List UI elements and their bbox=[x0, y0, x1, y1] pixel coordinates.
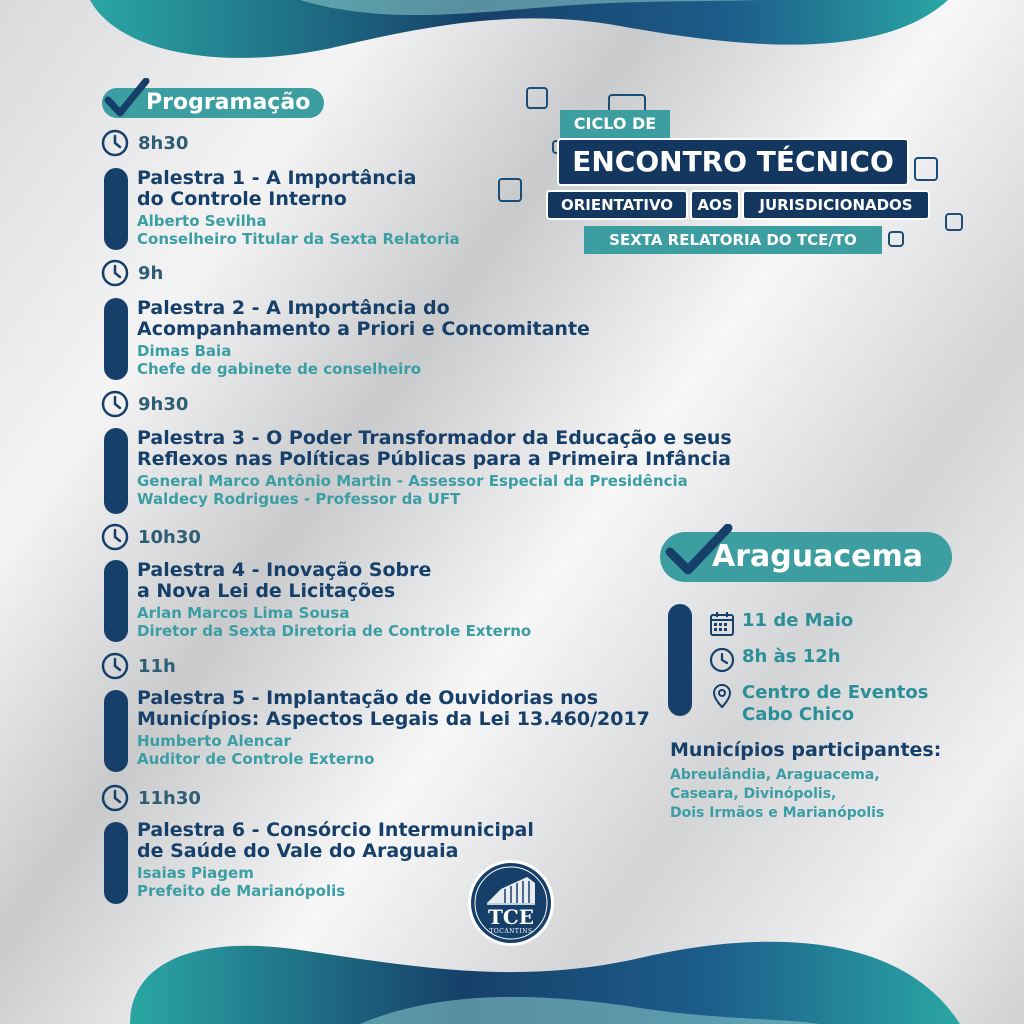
time-label: 10h30 bbox=[138, 526, 201, 548]
talk-title: Palestra 4 - Inovação Sobre a Nova Lei de Licitações bbox=[137, 559, 432, 602]
talk-title: Palestra 3 - O Poder Transformador da Educação e seus Reflexos nas Políticas Públicas para a Primeira Infância bbox=[137, 427, 732, 470]
time-slot-5 bbox=[100, 650, 176, 682]
info-date bbox=[708, 610, 853, 638]
talk-title: Palestra 2 - A Importância do Acompanhamento a Priori e Concomitante bbox=[137, 297, 590, 340]
time-label: 9h bbox=[138, 262, 164, 284]
clock-icon bbox=[100, 389, 130, 419]
clock-icon bbox=[100, 522, 130, 552]
decor-square bbox=[945, 213, 963, 231]
talk-title: Palestra 6 - Consórcio Intermunicipal de Saúde do Vale do Araguaia bbox=[137, 819, 534, 862]
clock-icon bbox=[100, 783, 130, 813]
decor-square bbox=[526, 87, 548, 109]
talk-speaker: Arlan Marcos Lima Sousa Diretor da Sexta Diretoria de Controle Externo bbox=[137, 604, 532, 640]
clock-icon bbox=[100, 128, 130, 158]
title-sexta-relatoria: SEXTA RELATORIA DO TCE/TO bbox=[584, 226, 882, 254]
calendar-icon bbox=[708, 610, 736, 638]
talk-bar bbox=[104, 168, 128, 250]
talk-bar bbox=[104, 822, 128, 904]
time-slot-3 bbox=[100, 388, 188, 420]
talk-bar bbox=[104, 298, 128, 380]
talk-bar bbox=[104, 560, 128, 642]
city-name: Araguacema bbox=[712, 539, 923, 574]
event-hours: 8h às 12h bbox=[742, 646, 841, 667]
talk-item-3 bbox=[137, 428, 732, 508]
title-ciclo-de: CICLO DE bbox=[560, 110, 670, 138]
municipalities-title: Municípios participantes: bbox=[670, 739, 942, 761]
talk-speaker: General Marco Antônio Martin - Assessor Especial da Presidência Waldecy Rodrigues - Professor da UFT bbox=[137, 472, 688, 508]
talk-title: Palestra 1 - A Importância do Controle Interno bbox=[137, 167, 417, 210]
municipality-line: Abreulândia, Araguacema, bbox=[670, 767, 880, 783]
municipality-line: Caseara, Divinópolis, bbox=[670, 786, 837, 802]
time-slot-6 bbox=[100, 782, 201, 814]
time-label: 8h30 bbox=[138, 132, 189, 154]
clock-icon bbox=[100, 651, 130, 681]
decor-square bbox=[914, 157, 938, 181]
event-date: 11 de Maio bbox=[742, 610, 854, 631]
clock-icon bbox=[100, 258, 130, 288]
event-venue: Centro de Eventos Cabo Chico bbox=[742, 682, 929, 725]
check-icon bbox=[664, 524, 734, 576]
time-label: 9h30 bbox=[138, 393, 189, 415]
check-icon bbox=[104, 78, 150, 118]
talk-speaker: Humberto Alencar Auditor de Controle Externo bbox=[137, 732, 375, 768]
title-orientativo: ORIENTATIVO bbox=[546, 190, 688, 220]
talk-bar bbox=[104, 690, 128, 772]
title-aos: AOS bbox=[690, 190, 740, 220]
talk-item-4 bbox=[137, 560, 531, 640]
talk-item-2 bbox=[137, 298, 590, 378]
info-venue bbox=[708, 682, 928, 726]
logo-main-text: TCE bbox=[487, 905, 535, 929]
title-jurisdicionados: JURISDICIONADOS bbox=[742, 190, 930, 220]
tce-logo bbox=[467, 859, 555, 947]
municipalities-list bbox=[670, 766, 884, 823]
info-bar bbox=[668, 604, 692, 716]
talk-speaker: Isaias Piagem Prefeito de Marianópolis bbox=[137, 864, 346, 900]
talk-title: Palestra 5 - Implantação de Ouvidorias nos Municípios: Aspectos Legais da Lei 13.460/2017 bbox=[137, 687, 650, 730]
talk-item-5 bbox=[137, 688, 650, 768]
time-slot-1 bbox=[100, 127, 188, 159]
municipality-line: Dois Irmãos e Marianópolis bbox=[670, 805, 885, 821]
decor-square bbox=[498, 178, 522, 202]
talk-speaker: Alberto Sevilha Conselheiro Titular da Sexta Relatoria bbox=[137, 212, 460, 248]
time-label: 11h30 bbox=[138, 787, 201, 809]
time-label: 11h bbox=[138, 655, 176, 677]
info-hours bbox=[708, 646, 841, 674]
talk-item-1 bbox=[137, 168, 460, 248]
time-slot-2 bbox=[100, 257, 163, 289]
talk-bar bbox=[104, 428, 128, 514]
decor-square bbox=[888, 231, 904, 247]
title-encontro-tecnico: ENCONTRO TÉCNICO bbox=[557, 138, 909, 186]
time-slot-4 bbox=[100, 521, 201, 553]
location-pin-icon bbox=[708, 682, 736, 710]
program-heading-label: Programação bbox=[146, 90, 311, 115]
logo-sub-text: TOCANTINS bbox=[489, 928, 533, 935]
clock-icon bbox=[708, 646, 736, 674]
talk-speaker: Dimas Baia Chefe de gabinete de conselheiro bbox=[137, 342, 422, 378]
